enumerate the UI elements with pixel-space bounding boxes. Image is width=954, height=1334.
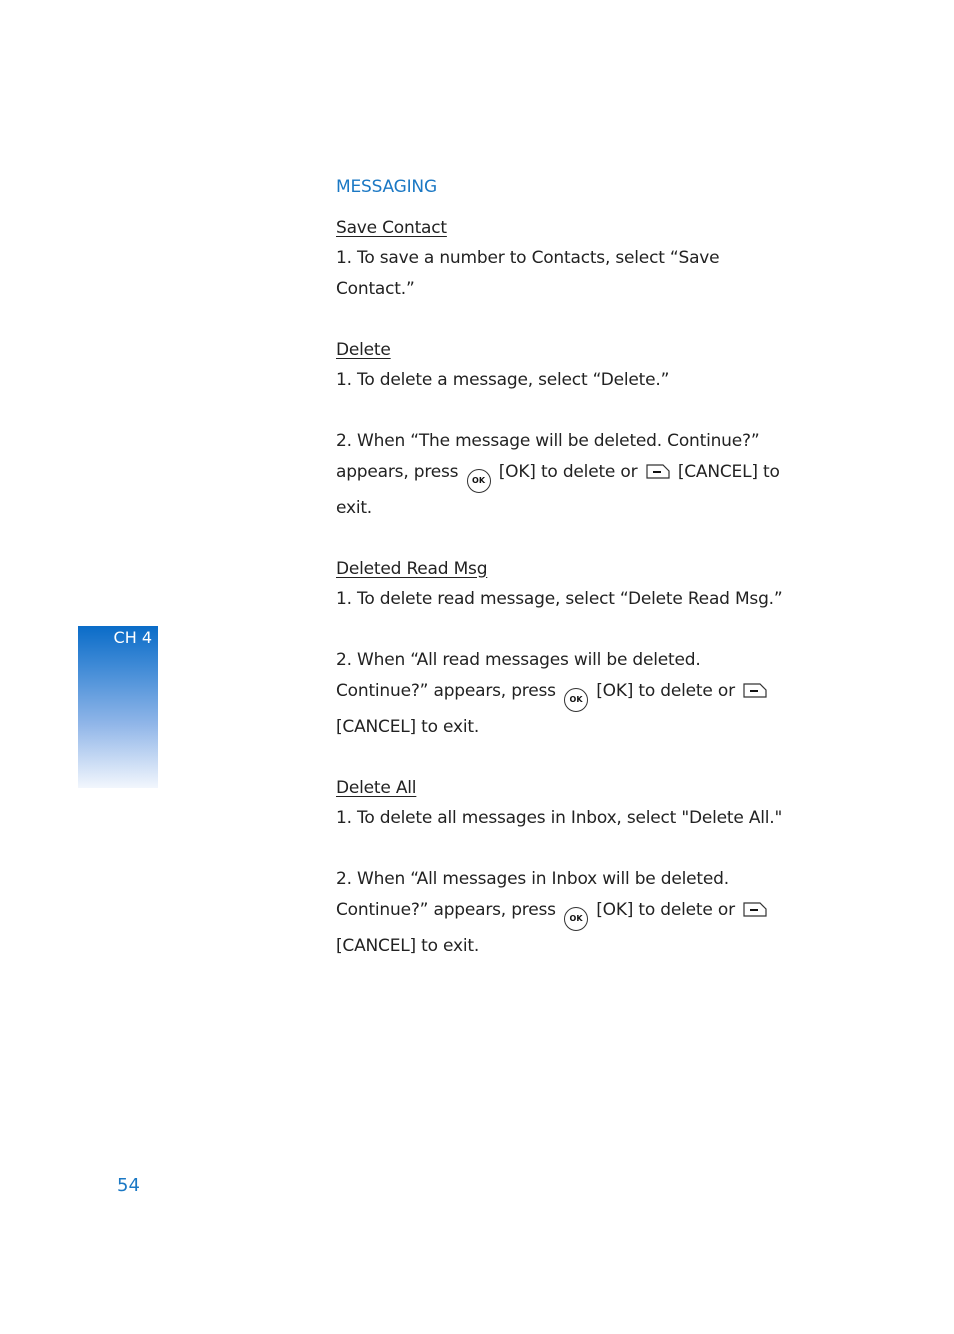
ok-key-icon: OK <box>564 907 588 931</box>
subheading-deleted-read-msg: Deleted Read Msg <box>336 558 488 579</box>
delete-all-step-2-text-b: [OK] to delete or <box>596 899 735 920</box>
delete-all-step-2-text-c: [CANCEL] to exit. <box>336 935 480 956</box>
delete-step-2-text-a: 2. When “The message will be deleted. Continue?” appears, press <box>336 431 760 482</box>
subheading-save-contact: Save Contact <box>336 217 447 238</box>
delete-step-1: 1. To delete a message, select “Delete.” <box>336 370 670 390</box>
delete-all-step-2 <box>336 864 796 961</box>
deleted-read-msg-step-2 <box>336 645 796 742</box>
soft-key-icon <box>646 464 670 479</box>
ok-key-icon: OK <box>564 688 588 712</box>
delete-all-step-1: 1. To delete all messages in Inbox, select "Delete All." <box>336 808 783 828</box>
subheading-delete: Delete <box>336 339 391 360</box>
subheading-delete-all: Delete All <box>336 777 417 798</box>
save-contact-step-1: 1. To save a number to Contacts, select “Save Contact.” <box>336 248 720 299</box>
delete-all-step-2-text-a: 2. When “All messages in Inbox will be deleted. Continue?” appears, press <box>336 869 729 920</box>
soft-key-icon <box>743 902 767 917</box>
delete-step-2 <box>336 426 796 523</box>
delete-step-2-text-c: [CANCEL] to exit. <box>336 461 780 518</box>
delete-step-2-text-b: [OK] to delete or <box>498 461 638 482</box>
deleted-read-msg-step-2-text-b: [OK] to delete or <box>596 680 735 701</box>
chapter-tab <box>78 626 158 788</box>
chapter-label: CH 4 <box>113 628 152 647</box>
section-title: MESSAGING <box>336 177 437 197</box>
deleted-read-msg-step-1: 1. To delete read message, select “Delete Read Msg.” <box>336 589 783 609</box>
deleted-read-msg-step-2-text-a: 2. When “All read messages will be deleted. Continue?” appears, press <box>336 650 701 701</box>
deleted-read-msg-step-2-text-c: [CANCEL] to exit. <box>336 716 480 737</box>
page-content <box>336 172 796 992</box>
soft-key-icon <box>743 683 767 698</box>
page-number: 54 <box>117 1175 140 1196</box>
ok-key-icon: OK <box>467 469 491 493</box>
